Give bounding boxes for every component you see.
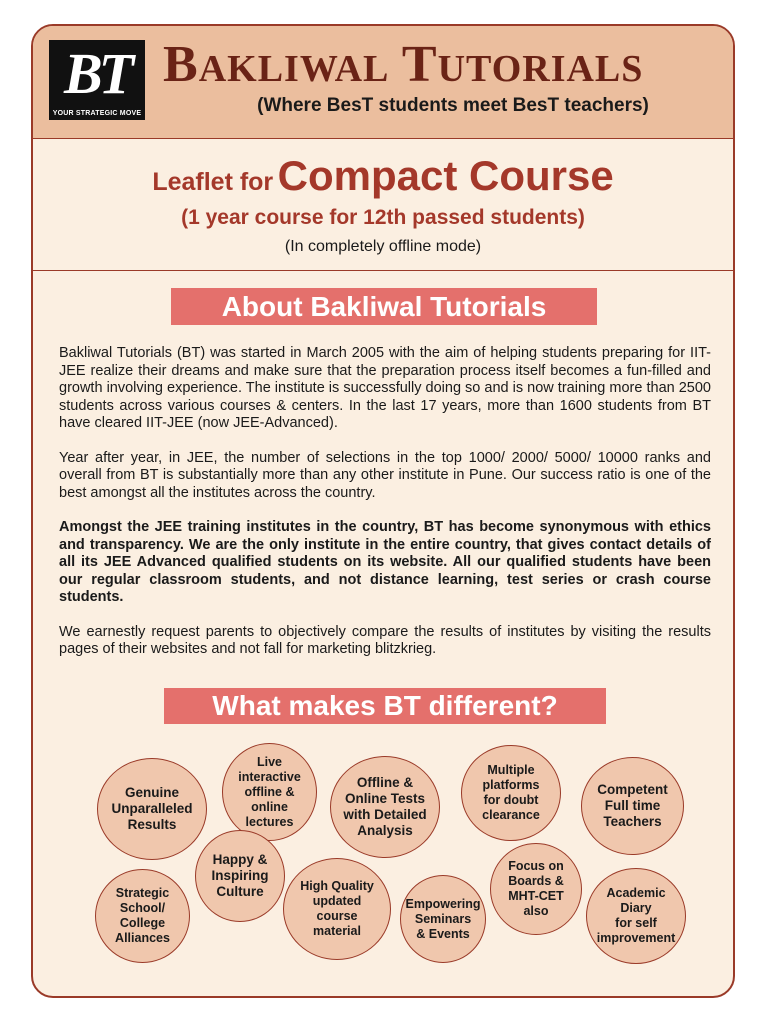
leaflet-card	[31, 24, 735, 998]
header	[33, 26, 733, 139]
about-paragraph-bold: Amongst the JEE training institutes in the country, BT has become synonymous with ethics and transparency. We are the only institute in the entire country, that gives contact details of all its JEE Advanced qualified students on its website. All our qualified students have been our regular classroom students, and not distance learning, test series or crash course students.	[59, 519, 711, 605]
course-title	[33, 152, 733, 200]
brand-tagline: (Where BesT students meet BesT teachers)	[257, 95, 649, 116]
about-heading: About Bakliwal Tutorials	[171, 288, 597, 325]
course-block	[33, 138, 733, 271]
logo-tagline: YOUR STRATEGIC MOVE	[52, 110, 142, 117]
feature-bubble-culture: Happy & Inspiring Culture	[195, 830, 285, 922]
logo-mark: BT	[63, 41, 131, 106]
course-prefix: Leaflet for	[152, 168, 274, 196]
course-subtitle: (1 year course for 12th passed students)	[181, 206, 585, 229]
feature-bubble-teachers: Competent Full time Teachers	[581, 757, 684, 855]
logo	[49, 40, 145, 120]
feature-bubble-seminars: Empowering Seminars & Events	[400, 875, 486, 963]
feature-bubble-doubts: Multiple platforms for doubt clearance	[461, 745, 561, 841]
about-paragraph: We earnestly request parents to objectively compare the results of institutes by visiting the results pages of their websites and not fall for marketing blitzkrieg.	[59, 623, 711, 657]
course-mode: (In completely offline mode)	[284, 238, 482, 255]
feature-bubble-alliances: Strategic School/ College Alliances	[95, 869, 190, 963]
feature-bubble-diary: Academic Diary for self improvement	[586, 868, 686, 964]
about-paragraph: Bakliwal Tutorials (BT) was started in March 2005 with the aim of helping students preparing for IIT-JEE realize their dreams and make sure that the preparation process itself becomes a fun-filled and growth involving experience. The institute is successfully doing so and is now training more than 2500 students across various courses & centers. In the last 17 years, more than 1600 students from BT have cleared IIT-JEE (now JEE-Advanced).	[59, 345, 711, 431]
about-text	[59, 345, 711, 676]
brand-name: BAKLIWAL TUTORIALS	[163, 36, 644, 93]
course-name: Compact Course	[277, 152, 614, 199]
about-paragraph: Year after year, in JEE, the number of selections in the top 1000/ 2000/ 5000/ 10000 ranks and overall from BT is substantially more than any other institute in Pune. Our success ratio is one of the best amongst all the institutes across the country.	[59, 449, 711, 501]
feature-bubble-results: Genuine Unparalleled Results	[97, 758, 207, 860]
feature-bubble-boards: Focus on Boards & MHT-CET also	[490, 843, 582, 935]
feature-bubble-lectures: Live interactive offline & online lectures	[222, 743, 317, 841]
different-heading: What makes BT different?	[164, 688, 606, 724]
feature-bubble-tests: Offline & Online Tests with Detailed Analysis	[330, 756, 440, 858]
feature-bubble-material: High Quality updated course material	[283, 858, 391, 960]
